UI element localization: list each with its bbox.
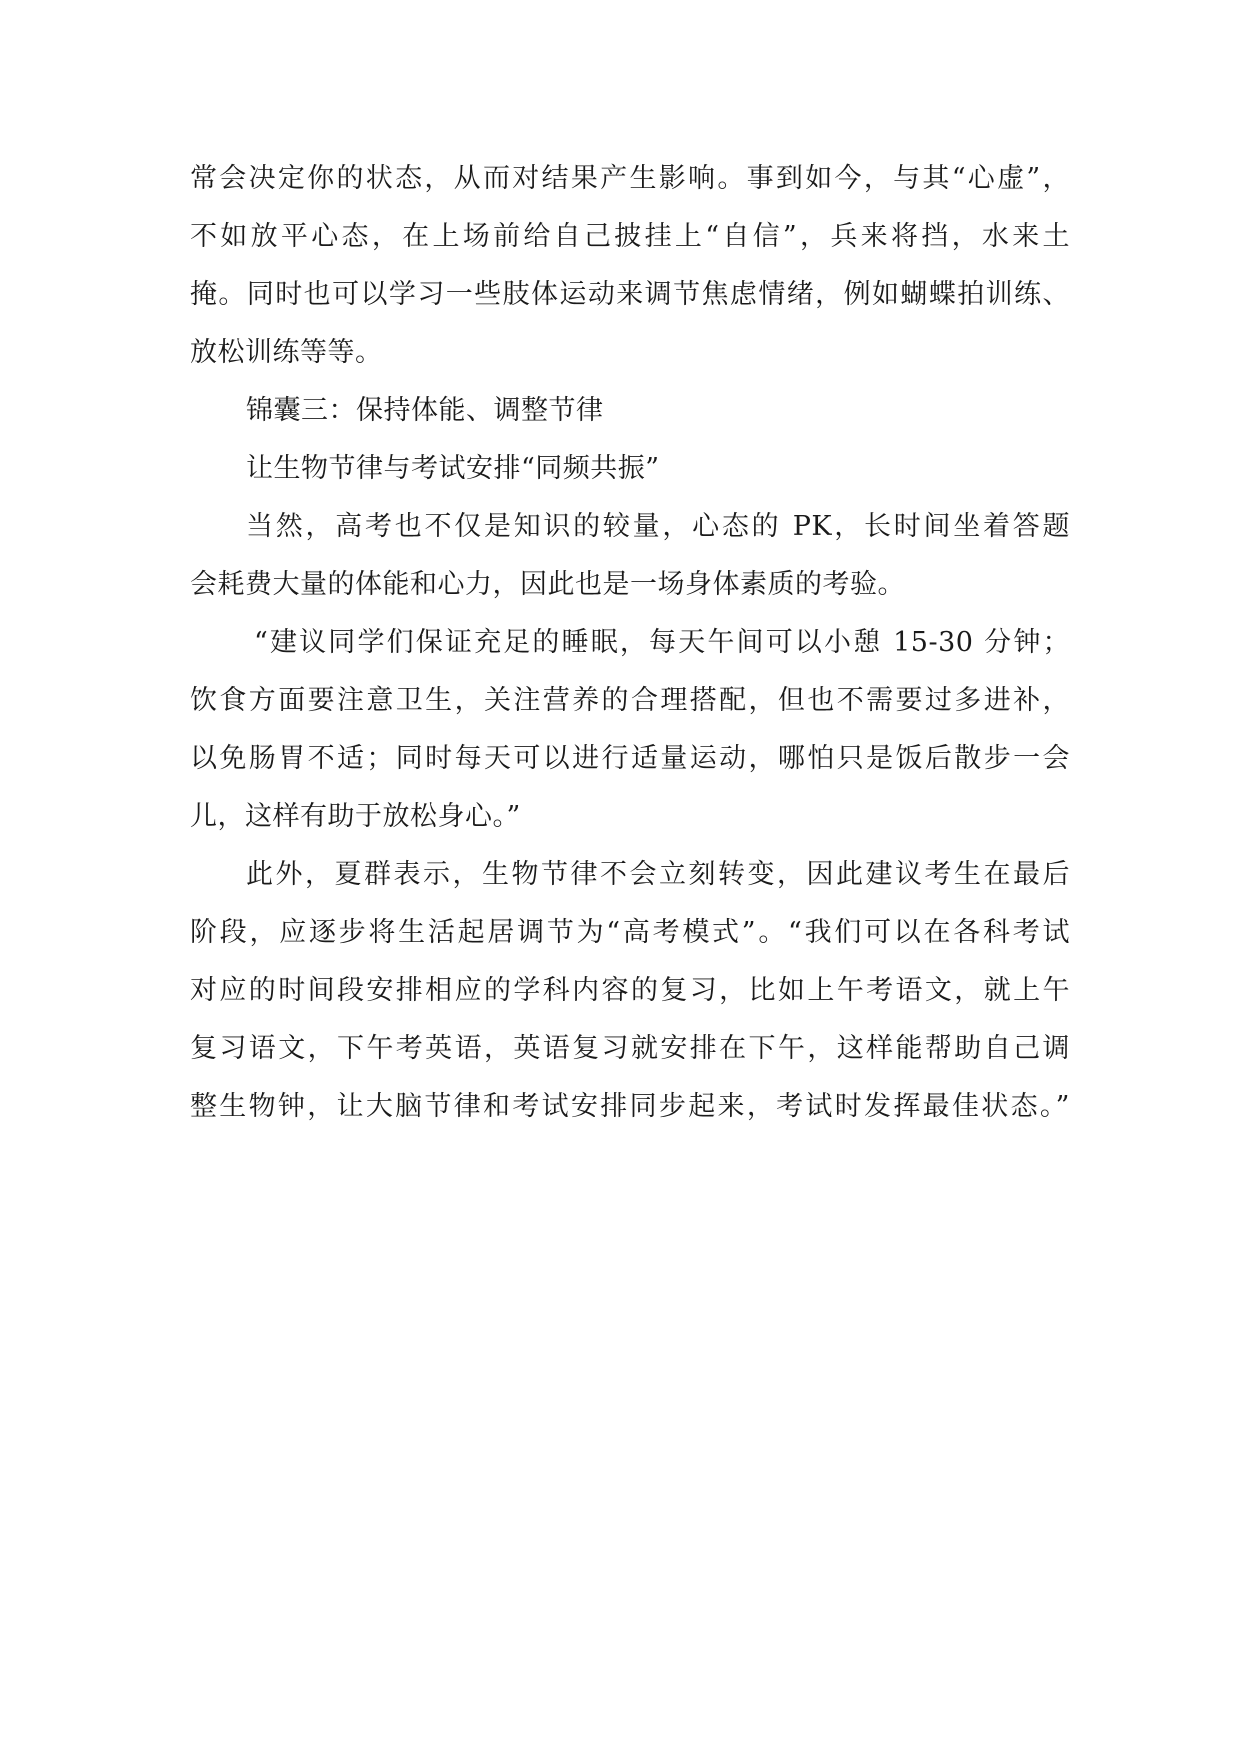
text-line: 儿，这样有助于放松身心。”	[190, 801, 521, 832]
section-heading	[190, 382, 1070, 440]
document-body	[190, 150, 1070, 1136]
text-line: 复习语文，下午考英语，英语复习就安排在下午，这样能帮助自己调	[190, 1033, 1070, 1064]
quote-paragraph	[190, 614, 1070, 846]
text-line: 饮食方面要注意卫生，关注营养的合理搭配，但也不需要过多进补，	[190, 685, 1070, 716]
text-line: “建议同学们保证充足的睡眠，每天午间可以小憩 15-30 分钟；	[254, 627, 1070, 658]
text-line: 不如放平心态，在上场前给自己披挂上“自信”，兵来将挡，水来土	[190, 221, 1070, 252]
text-line: 掩。同时也可以学习一些肢体运动来调节焦虑情绪，例如蝴蝶拍训练、	[190, 279, 1070, 310]
text-line: 以免肠胃不适；同时每天可以进行适量运动，哪怕只是饭后散步一会	[190, 743, 1070, 774]
text-line: 常会决定你的状态，从而对结果产生影响。事到如今，与其“心虚”，	[190, 163, 1070, 194]
paragraph-continuation	[190, 150, 1070, 382]
paragraph	[190, 498, 1070, 614]
text-line: 放松训练等等。	[190, 337, 383, 368]
text-line: 让生物节律与考试安排“同频共振”	[246, 453, 660, 484]
text-line: 会耗费大量的体能和心力，因此也是一场身体素质的考验。	[190, 569, 905, 600]
text-line: 整生物钟，让大脑节律和考试安排同步起来，考试时发挥最佳状态。”	[190, 1091, 1070, 1122]
text-line: 对应的时间段安排相应的学科内容的复习，比如上午考语文，就上午	[190, 975, 1070, 1006]
section-subheading	[190, 440, 1070, 498]
text-line: 阶段，应逐步将生活起居调节为“高考模式”。“我们可以在各科考试	[190, 917, 1070, 948]
text-line: 当然，高考也不仅是知识的较量，心态的 PK，长时间坐着答题	[246, 511, 1070, 542]
paragraph	[190, 846, 1070, 1136]
text-line: 锦囊三：保持体能、调整节律	[246, 395, 604, 426]
text-line: 此外，夏群表示，生物节律不会立刻转变，因此建议考生在最后	[246, 859, 1070, 890]
